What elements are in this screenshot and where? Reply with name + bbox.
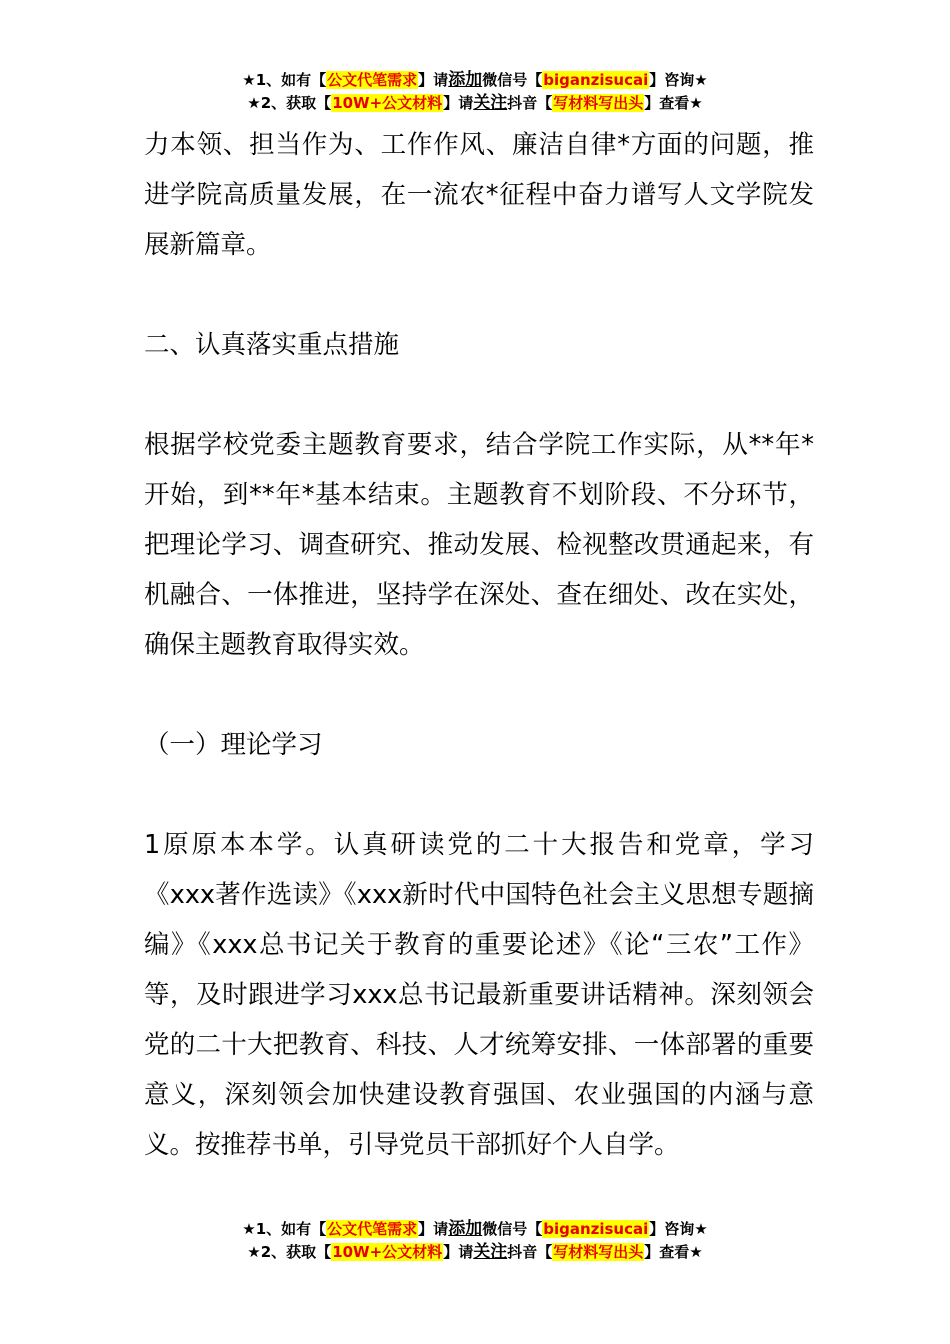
highlight-service: 公文代笔需求 (327, 71, 418, 89)
highlight-service: 公文代笔需求 (327, 1220, 418, 1238)
underlined-add: 添加 (448, 70, 483, 90)
paragraph-2: 根据学校党委主题教育要求，结合学院工作实际，从**年*开始，到**年*基本结束。主题教育不划阶段、不分环节，把理论学习、调查研究、推动发展、检视整改贯通起来，有机融合、一体推进，坚持学在深处、查在细处、改在实处，确保主题教育取得实效。 (144, 430, 814, 660)
paragraph-1: 力本领、担当作为、工作作风、廉洁自律*方面的问题，推进学院高质量发展，在一流农*征程中奋力谱写人文学院发展新篇章。 (144, 130, 814, 260)
header-banner (0, 69, 950, 115)
highlight-douyin-account: 写材料写出头 (553, 1243, 644, 1261)
highlight-materials: 10W+公文材料 (332, 1243, 443, 1261)
underlined-follow: 关注 (473, 93, 508, 113)
highlight-douyin-account: 写材料写出头 (553, 94, 644, 112)
footer-banner-line-2: ★2、获取【10W+公文材料】请关注抖音【写材料写出头】查看★ (247, 1242, 703, 1262)
banner-line-1: ★1、如有【公文代笔需求】请添加微信号【biganzisucai】咨询★ (242, 70, 708, 90)
underlined-follow: 关注 (473, 1242, 508, 1262)
banner-line-2: ★2、获取【10W+公文材料】请关注抖音【写材料写出头】查看★ (247, 93, 703, 113)
section-heading-2: 二、认真落实重点措施 (144, 330, 400, 360)
document-body (144, 120, 814, 1170)
subsection-heading-1: （一）理论学习 (144, 730, 323, 760)
highlight-materials: 10W+公文材料 (332, 94, 443, 112)
footer-banner (0, 1218, 950, 1264)
highlight-wechat-id: biganzisucai (543, 1220, 649, 1238)
paragraph-3: 1原原本本学。认真研读党的二十大报告和党章，学习《xxx著作选读》《xxx新时代中国特色社会主义思想专题摘编》《xxx总书记关于教育的重要论述》《论“三农”工作》等，及时跟进学习xxx总书记最新重要讲话精神。深刻领会党的二十大把教育、科技、人才统筹安排、一体部署的重要意义，深刻领会加快建设教育强国、农业强国的内涵与意义。按推荐书单，引导党员干部抓好个人自学。 (144, 830, 814, 1160)
highlight-wechat-id: biganzisucai (543, 71, 649, 89)
underlined-add: 添加 (448, 1219, 483, 1239)
footer-banner-line-1: ★1、如有【公文代笔需求】请添加微信号【biganzisucai】咨询★ (242, 1219, 708, 1239)
